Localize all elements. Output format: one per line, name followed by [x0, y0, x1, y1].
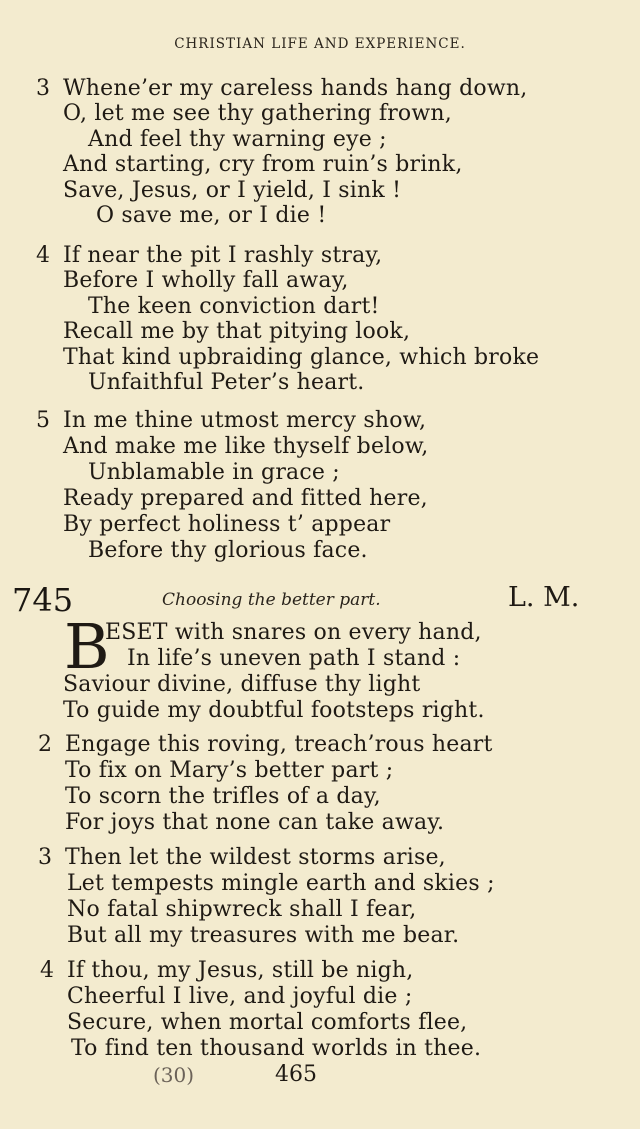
verse-line: The keen conviction dart!	[88, 294, 380, 319]
running-head: CHRISTIAN LIFE AND EXPERIENCE.	[174, 36, 466, 52]
verse-line: Let tempests mingle earth and skies ;	[67, 871, 495, 896]
verse-line: O save me, or I die !	[96, 203, 327, 228]
stanza-number: 2	[38, 732, 52, 757]
verse-line: To find ten thousand worlds in thee.	[71, 1036, 482, 1061]
hymn-meter: L. M.	[508, 582, 580, 613]
signature-mark: (30)	[153, 1063, 195, 1087]
verse-line: And starting, cry from ruin’s brink,	[63, 152, 463, 177]
verse-line: If thou, my Jesus, still be nigh,	[67, 958, 414, 983]
verse-line: For joys that none can take away.	[65, 810, 445, 835]
verse-line: ESET with snares on every hand,	[105, 620, 482, 645]
verse-line: O, let me see thy gathering frown,	[63, 101, 452, 126]
verse-line: If near the pit I rashly stray,	[63, 243, 383, 268]
verse-line: Save, Jesus, or I yield, I sink !	[63, 178, 402, 203]
verse-line: No fatal shipwreck shall I fear,	[67, 897, 417, 922]
verse-line: By perfect holiness t’ appear	[63, 512, 391, 537]
verse-line: Before I wholly fall away,	[63, 268, 349, 293]
verse-line: Recall me by that pitying look,	[63, 319, 411, 344]
verse-line: Ready prepared and fitted here,	[63, 486, 428, 511]
verse-line: Saviour divine, diffuse thy light	[63, 672, 421, 697]
verse-line: To guide my doubtful footsteps right.	[63, 698, 485, 723]
verse-line: In life’s uneven path I stand :	[127, 646, 461, 671]
verse-line: That kind upbraiding glance, which broke	[63, 345, 540, 370]
verse-line: Whene’er my careless hands hang down,	[63, 76, 528, 101]
stanza-number: 3	[38, 845, 52, 870]
verse-line: And make me like thyself below,	[63, 434, 429, 459]
verse-line: And feel thy warning eye ;	[88, 127, 387, 152]
stanza-number: 5	[36, 408, 50, 433]
verse-line: In me thine utmost mercy show,	[63, 408, 427, 433]
stanza-number: 3	[36, 76, 50, 101]
verse-line: Then let the wildest storms arise,	[65, 845, 446, 870]
hymn-title: Choosing the better part.	[162, 590, 381, 610]
stanza-number: 4	[36, 243, 50, 268]
hymn-number: 745	[12, 581, 74, 619]
verse-line: Secure, when mortal comforts flee,	[67, 1010, 468, 1035]
verse-line: Unfaithful Peter’s heart.	[88, 370, 365, 395]
verse-line: Cheerful I live, and joyful die ;	[67, 984, 413, 1009]
verse-line: Engage this roving, treach’rous heart	[65, 732, 493, 757]
verse-line: Before thy glorious face.	[88, 538, 368, 563]
verse-line: Unblamable in grace ;	[88, 460, 340, 485]
drop-cap: B	[64, 610, 110, 683]
verse-line: To fix on Mary’s better part ;	[65, 758, 394, 783]
page-number: 465	[275, 1062, 317, 1087]
stanza-number: 4	[40, 958, 54, 983]
verse-line: To scorn the trifles of a day,	[65, 784, 381, 809]
verse-line: But all my treasures with me bear.	[67, 923, 460, 948]
